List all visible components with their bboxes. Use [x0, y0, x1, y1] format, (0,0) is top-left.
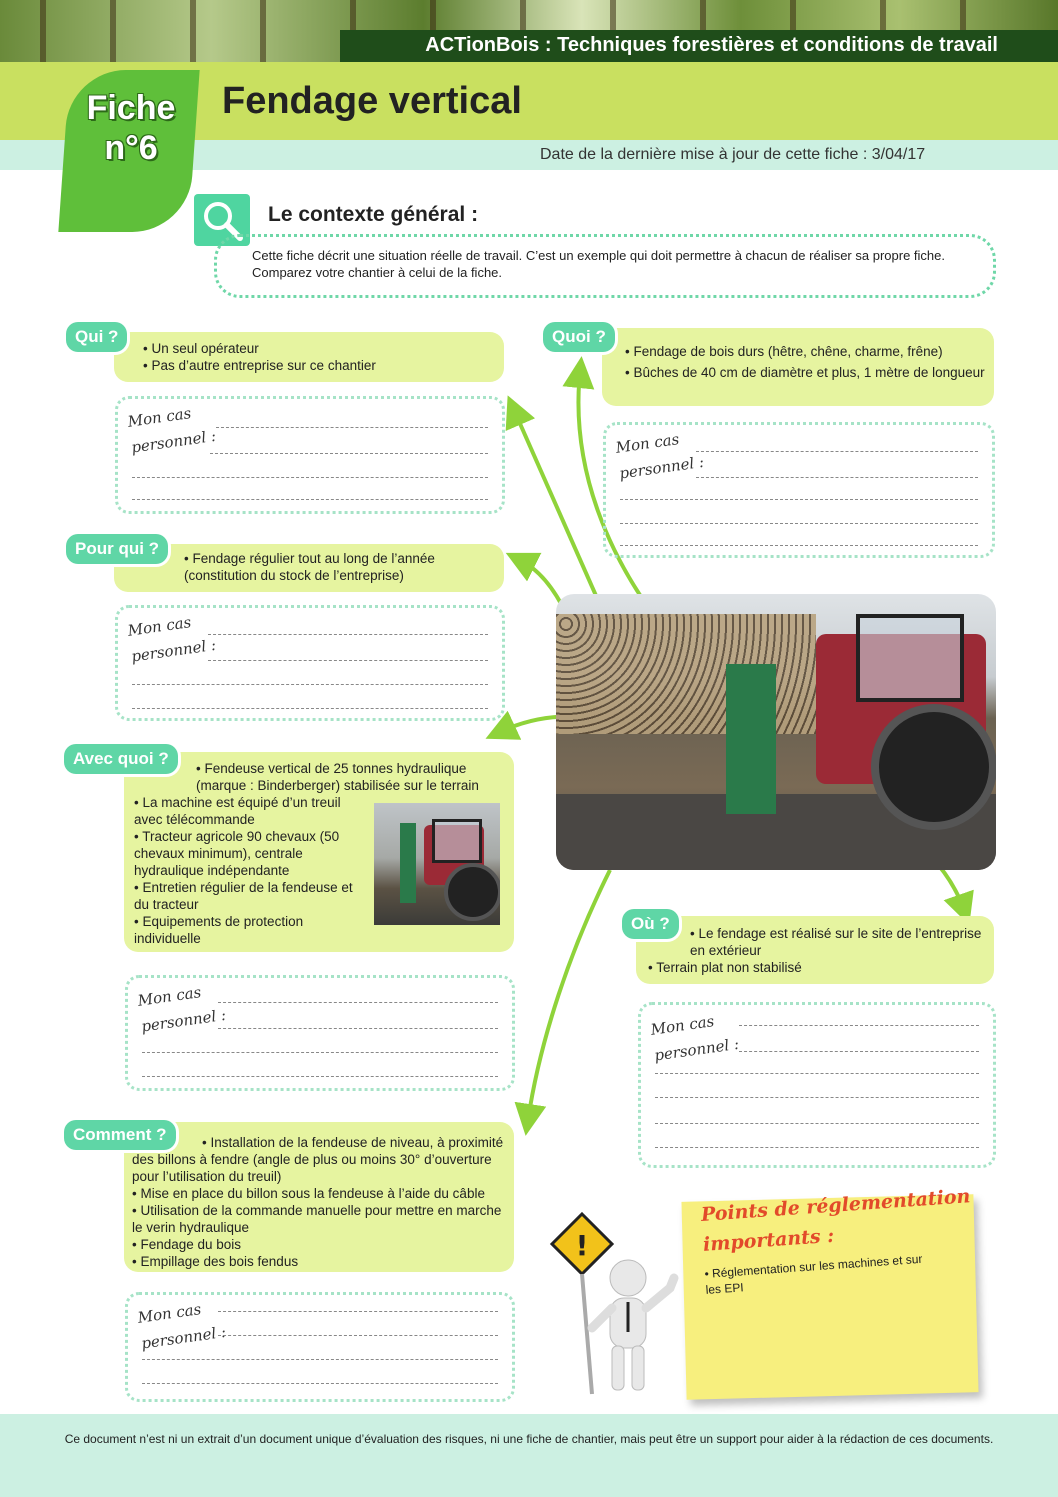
fiche-number: Fiche n°6 [86, 89, 176, 167]
avec-quoi-intro: • Fendeuse vertical de 25 tonnes hydraulique (marque : Binderberger) stabilisée sur le terrain [196, 761, 479, 793]
context-title: Le contexte général : [268, 203, 479, 226]
svg-text:!: ! [575, 1229, 589, 1262]
footer-band [0, 1414, 1058, 1497]
pour-qui-mon-cas[interactable]: Mon cas personnel : [115, 605, 505, 721]
avec-quoi-mon-cas[interactable]: Mon cas personnel : [125, 975, 515, 1091]
ou-mon-cas[interactable]: Mon cas personnel : [638, 1002, 996, 1168]
context-text: Cette fiche décrit une situation réelle de travail. C’est un exemple qui doit permettre à chacun de réaliser sa propre fiche. Comparez votre chantier à celui de la fiche. [252, 248, 945, 280]
ou-tag: Où ? [622, 909, 679, 939]
qui-tag: Qui ? [66, 322, 127, 352]
pour-qui-text: • Fendage régulier tout au long de l’année (constitution du stock de l’entreprise) [184, 551, 435, 583]
comment-tag: Comment ? [64, 1120, 176, 1150]
worksite-photo [556, 594, 996, 870]
page-title: Fendage vertical [222, 80, 522, 122]
update-date: Date de la dernière mise à jour de cette fiche : 3/04/17 [540, 146, 926, 163]
note-title: Points de réglementation importants : [700, 1185, 971, 1256]
qui-mon-cas[interactable]: Mon cas personnel : [115, 396, 505, 514]
comment-list: • Mise en place du billon sous la fendeuse à l’aide du câble • Utilisation de la commande manuelle pour mettre en marche le verin hydraulique • Fendage du bois • Empillage des bois fendus [132, 1186, 502, 1269]
series-title: ACTionBois : Techniques forestières et conditions de travail [425, 34, 998, 56]
machine-photo [374, 803, 500, 925]
note-text: • Réglementation sur les machines et sur les EPI [704, 1251, 923, 1297]
pour-qui-tag: Pour qui ? [66, 534, 168, 564]
warning-figure-icon [548, 1208, 688, 1398]
comment-mon-cas[interactable]: Mon cas personnel : [125, 1292, 515, 1402]
qui-text: • Un seul opérateur • Pas d’autre entreprise sur ce chantier [143, 341, 376, 373]
avec-quoi-list: • La machine est équipé d’un treuil avec télécommande • Tracteur agricole 90 chevaux (50 chevaux minimum), centrale hydraulique indépendante • Entretien régulier de la fendeuse et du tracteur • Equipements de protection individuelle [134, 795, 353, 946]
ou-text: • Le fendage est réalisé sur le site de l’entreprise en extérieur • Terrain plat non stabilisé [648, 926, 982, 975]
avec-quoi-tag: Avec quoi ? [64, 744, 178, 774]
series-bar [340, 30, 1058, 62]
comment-intro: • Installation de la fendeuse de niveau, à proximité des billons à fendre (angle de plus ou moins 30° d’ouverture pour l’utilisation du treuil) [132, 1135, 504, 1184]
quoi-mon-cas[interactable]: Mon cas personnel : [603, 422, 995, 558]
footer-text: Ce document n’est ni un extrait d’un document unique d’évaluation des risques, ni une fiche de chantier, mais peut être un support pour aider à la rédaction de ces documents. [64, 1432, 994, 1446]
quoi-tag: Quoi ? [543, 322, 615, 352]
quoi-text: • Fendage de bois durs (hêtre, chêne, charme, frêne) • Bûches de 40 cm de diamètre et plus, 1 mètre de longueur [625, 344, 985, 380]
